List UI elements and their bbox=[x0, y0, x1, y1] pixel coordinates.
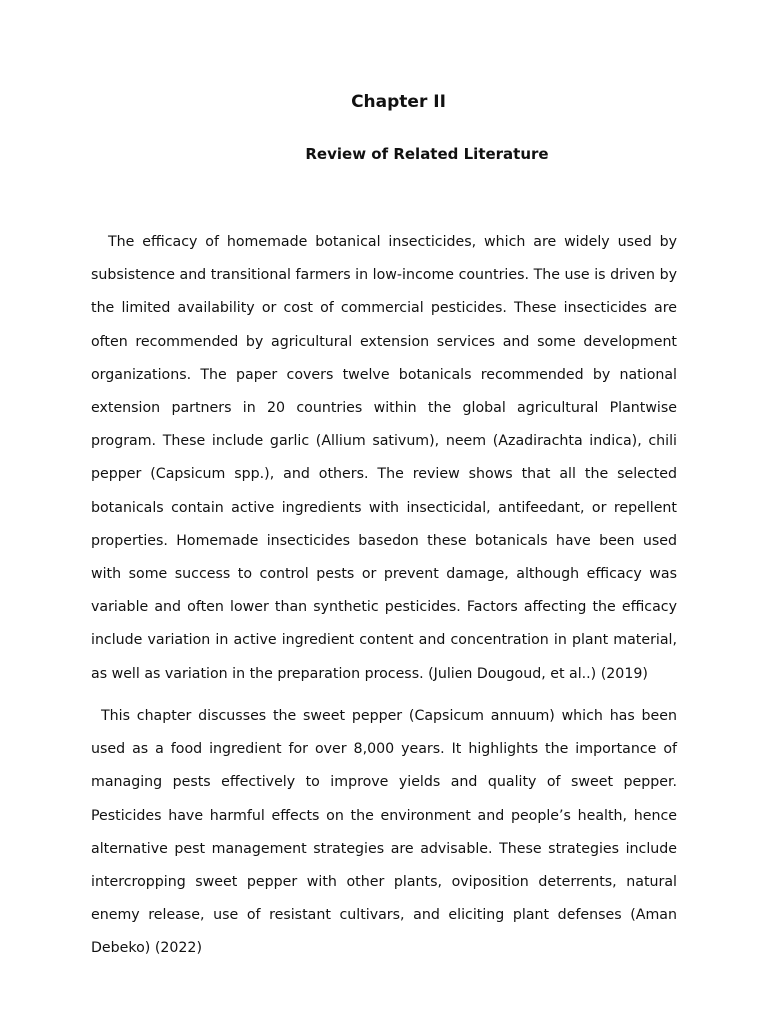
body-paragraph-1: The efficacy of homemade botanical insecticides, which are widely used by subsistence and transitional farmers in low-income countries. The use is driven by the limited availability or cost of commercial pesticides. These insecticides are often recommended by agricultural extension services and some development organizations. The paper covers twelve botanicals recommended by national extension partners in 20 countries within the global agricultural Plantwise program. These include garlic (Allium sativum), neem (Azadirachta indica), chili pepper (Capsicum spp.), and others. The review shows that all the selected botanicals contain active ingredients with insecticidal, antifeedant, or repellent properties. Homemade insecticides basedon these botanicals have been used with some success to control pests or prevent damage, although efficacy was variable and often lower than synthetic pesticides. Factors affecting the efficacy include variation in active ingredient content and concentration in plant material, as well as variation in the preparation process. (Julien Dougoud, et al..) (2019) bbox=[91, 234, 677, 682]
section-heading: Review of Related Literature bbox=[305, 145, 549, 163]
chapter-heading: Chapter II bbox=[351, 92, 446, 112]
body-paragraph-2: This chapter discusses the sweet pepper (Capsicum annuum) which has been used as a food ingredient for over 8,000 years. It highlights the importance of managing pests effectively to improve yields and quality of sweet pepper. Pesticides have harmful effects on the environment and people’s health, hence alternative pest management strategies are advisable. These strategies include intercropping sweet pepper with other plants, oviposition deterrents, natural enemy release, use of resistant cultivars, and eliciting plant defenses (Aman Debeko) (2022) bbox=[91, 708, 677, 957]
